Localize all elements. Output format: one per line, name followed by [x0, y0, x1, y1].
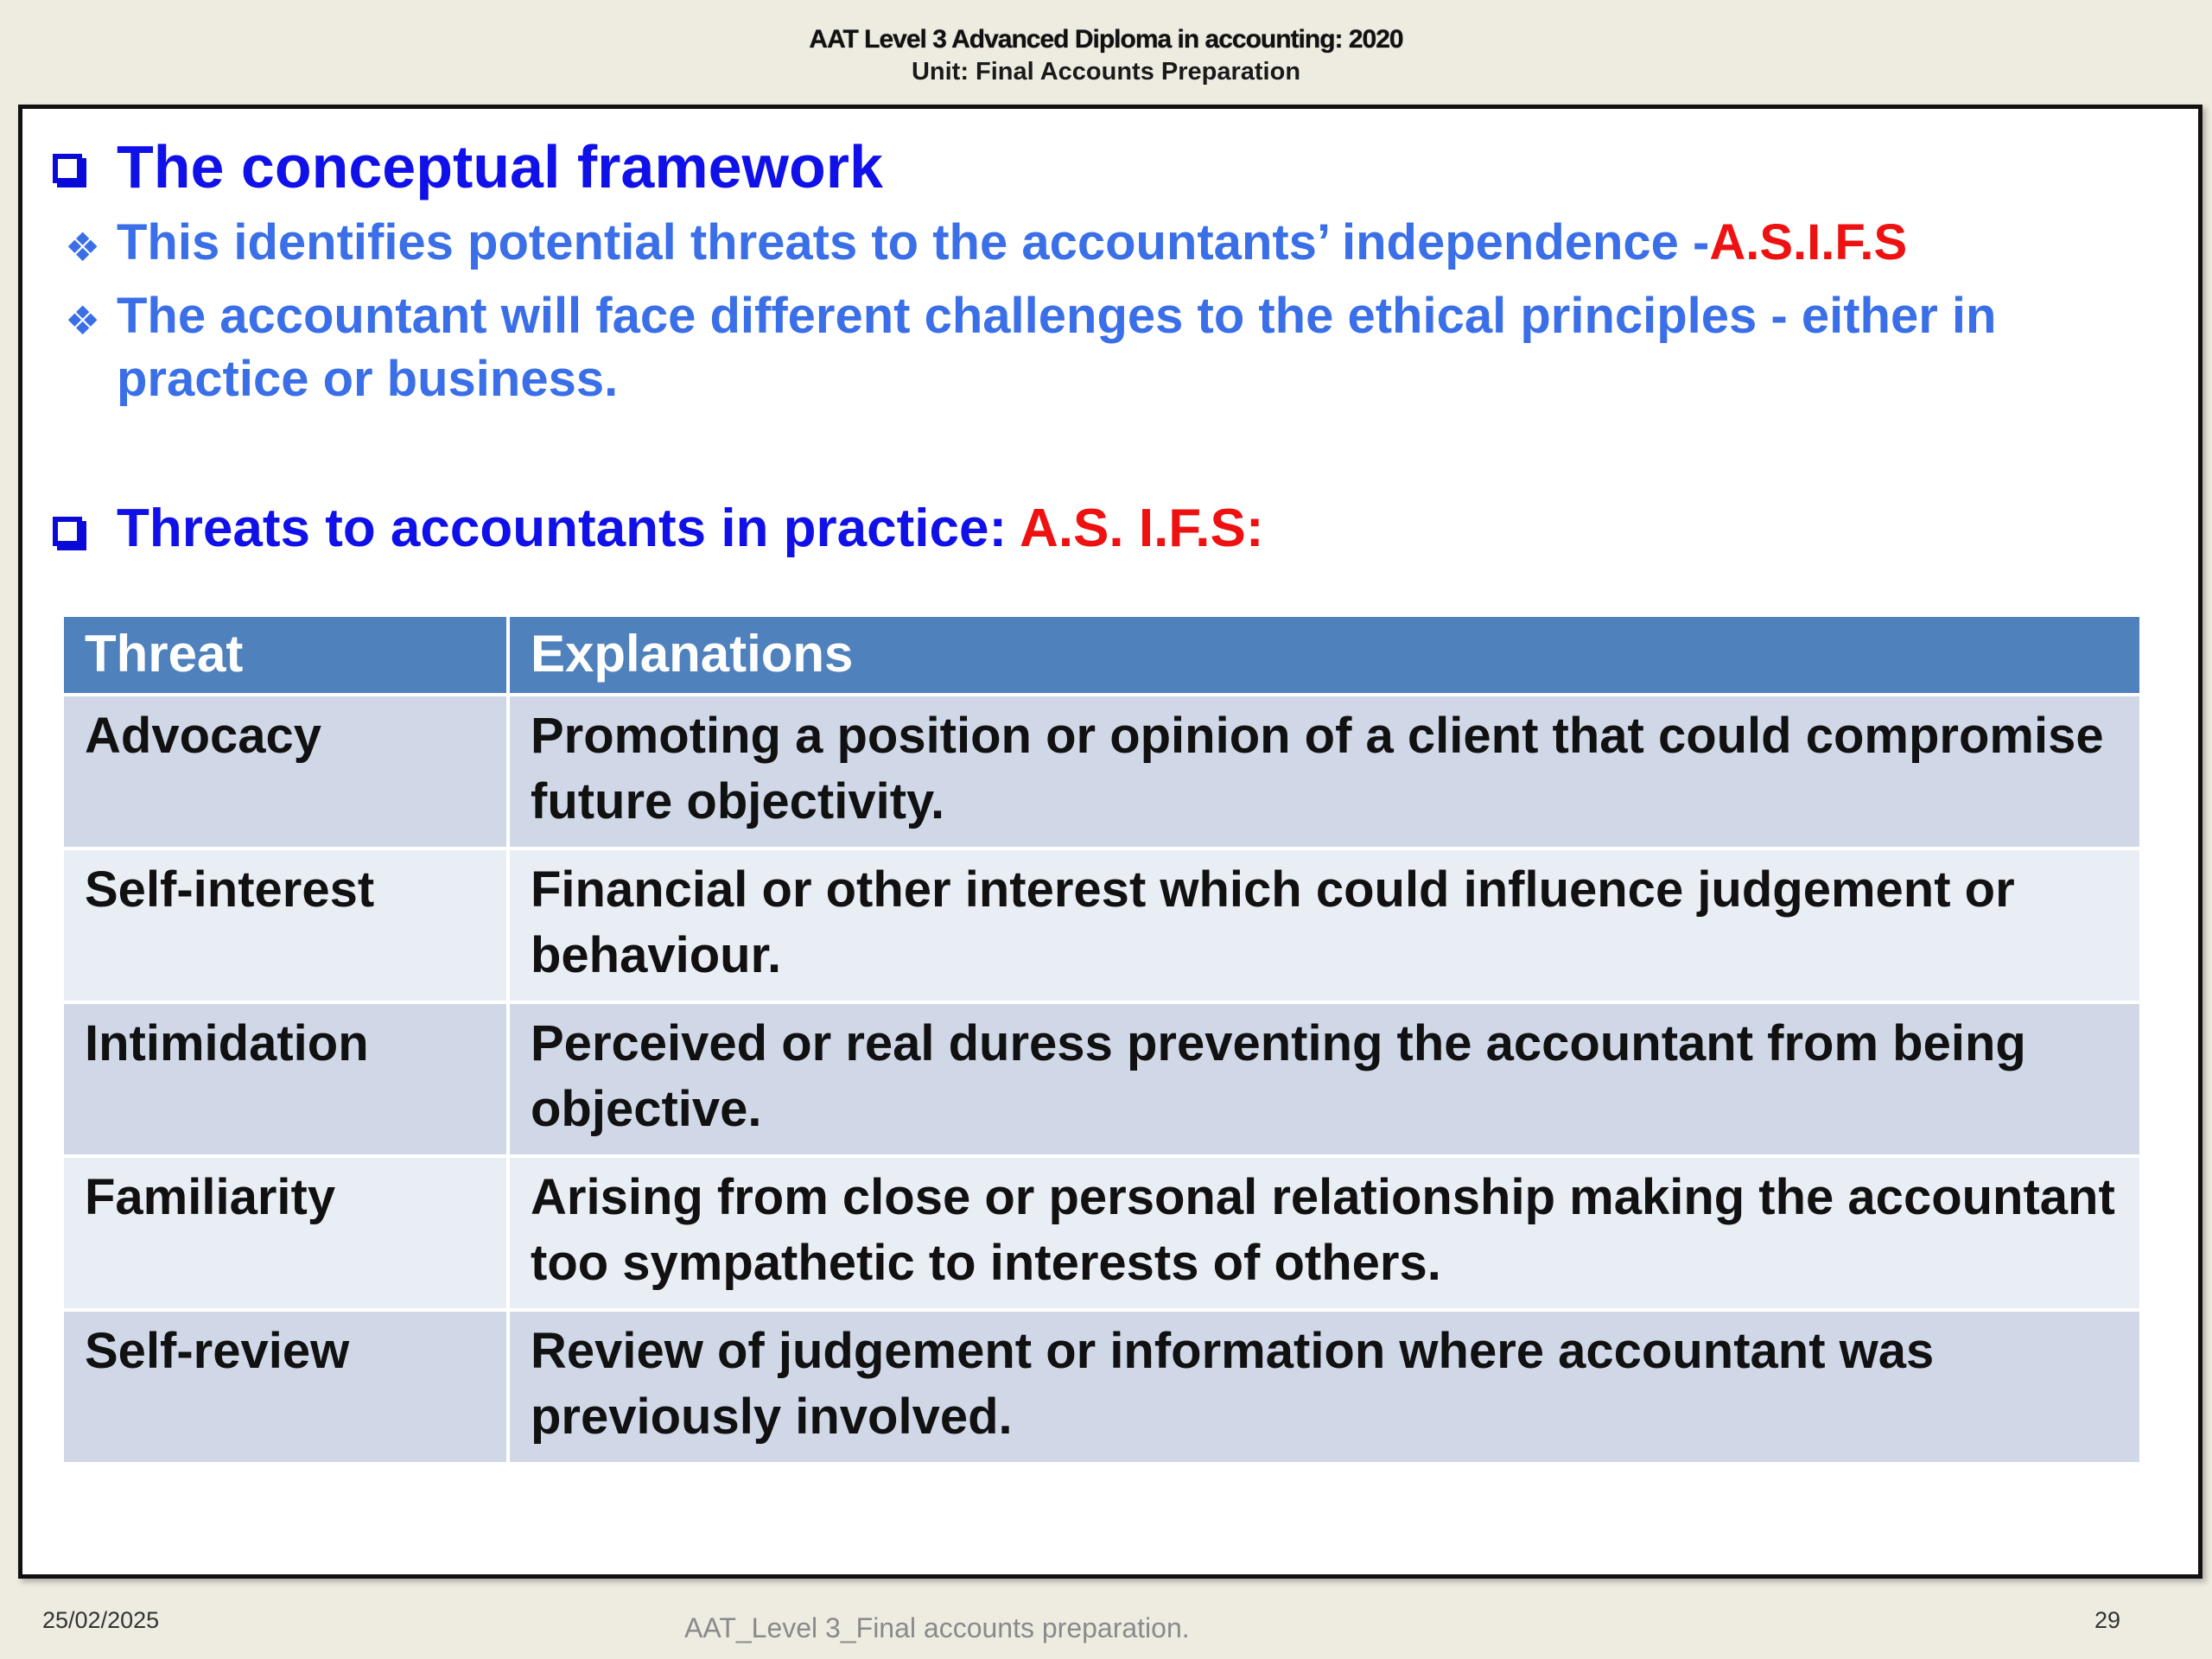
slide-heading-text: The conceptual framework [117, 133, 883, 200]
section-heading-text: Threats to accountants in practice: [117, 499, 1020, 558]
table-row [62, 1156, 2141, 1310]
threat-cell: Self-review [62, 1310, 508, 1464]
bullet-text: The accountant will face different challenges to the ethical principles - either in practice or business. [117, 288, 1997, 407]
checkbox-square-icon [53, 154, 82, 183]
section-heading-highlight: A.S. I.F.S: [1020, 499, 1264, 558]
four-diamond-icon: ❖ [65, 225, 101, 270]
page-number: 29 [2094, 1607, 2121, 1633]
unit-title: Unit: Final Accounts Preparation [911, 58, 1301, 86]
table-row [62, 1310, 2141, 1464]
explanation-cell: Perceived or real duress preventing the accountant from being objective. [508, 1002, 2141, 1156]
column-header-explanations: Explanations [508, 615, 2141, 695]
threats-table [60, 613, 2143, 1465]
table-row [62, 849, 2141, 1002]
four-diamond-icon: ❖ [65, 298, 101, 343]
course-title: AAT Level 3 Advanced Diploma in accounting: 2020 [809, 25, 1403, 54]
bullet-text: This identifies potential threats to the accountants’ independence - [117, 214, 1710, 270]
threat-cell: Intimidation [62, 1002, 508, 1156]
table-row [62, 695, 2141, 849]
slide-frame [18, 105, 2202, 1579]
threat-cell: Advocacy [62, 695, 508, 849]
explanation-cell: Review of judgement or information where accountant was previously involved. [508, 1310, 2141, 1464]
bullet-item [53, 284, 2173, 410]
section-heading [53, 494, 1264, 563]
slide-header [0, 24, 2212, 87]
explanation-cell: Arising from close or personal relationship making the accountant too sympathetic to interests of others. [508, 1156, 2141, 1310]
table-row [62, 1002, 2141, 1156]
explanation-cell: Promoting a position or opinion of a client that could compromise future objectivity. [508, 695, 2141, 849]
threat-cell: Self-interest [62, 849, 508, 1002]
threat-cell: Familiarity [62, 1156, 508, 1310]
slide-heading [53, 128, 883, 206]
footer-date: 25/02/2025 [42, 1607, 160, 1633]
column-header-threat: Threat [62, 615, 508, 695]
table-header-row [62, 615, 2141, 695]
bullet-highlight: A.S.I.F.S [1709, 214, 1908, 270]
checkbox-square-icon [53, 517, 82, 546]
footer-title: AAT_Level 3_Final accounts preparation. [684, 1612, 1190, 1643]
explanation-cell: Financial or other interest which could influence judgement or behaviour. [508, 849, 2141, 1002]
bullet-item [53, 211, 2173, 274]
